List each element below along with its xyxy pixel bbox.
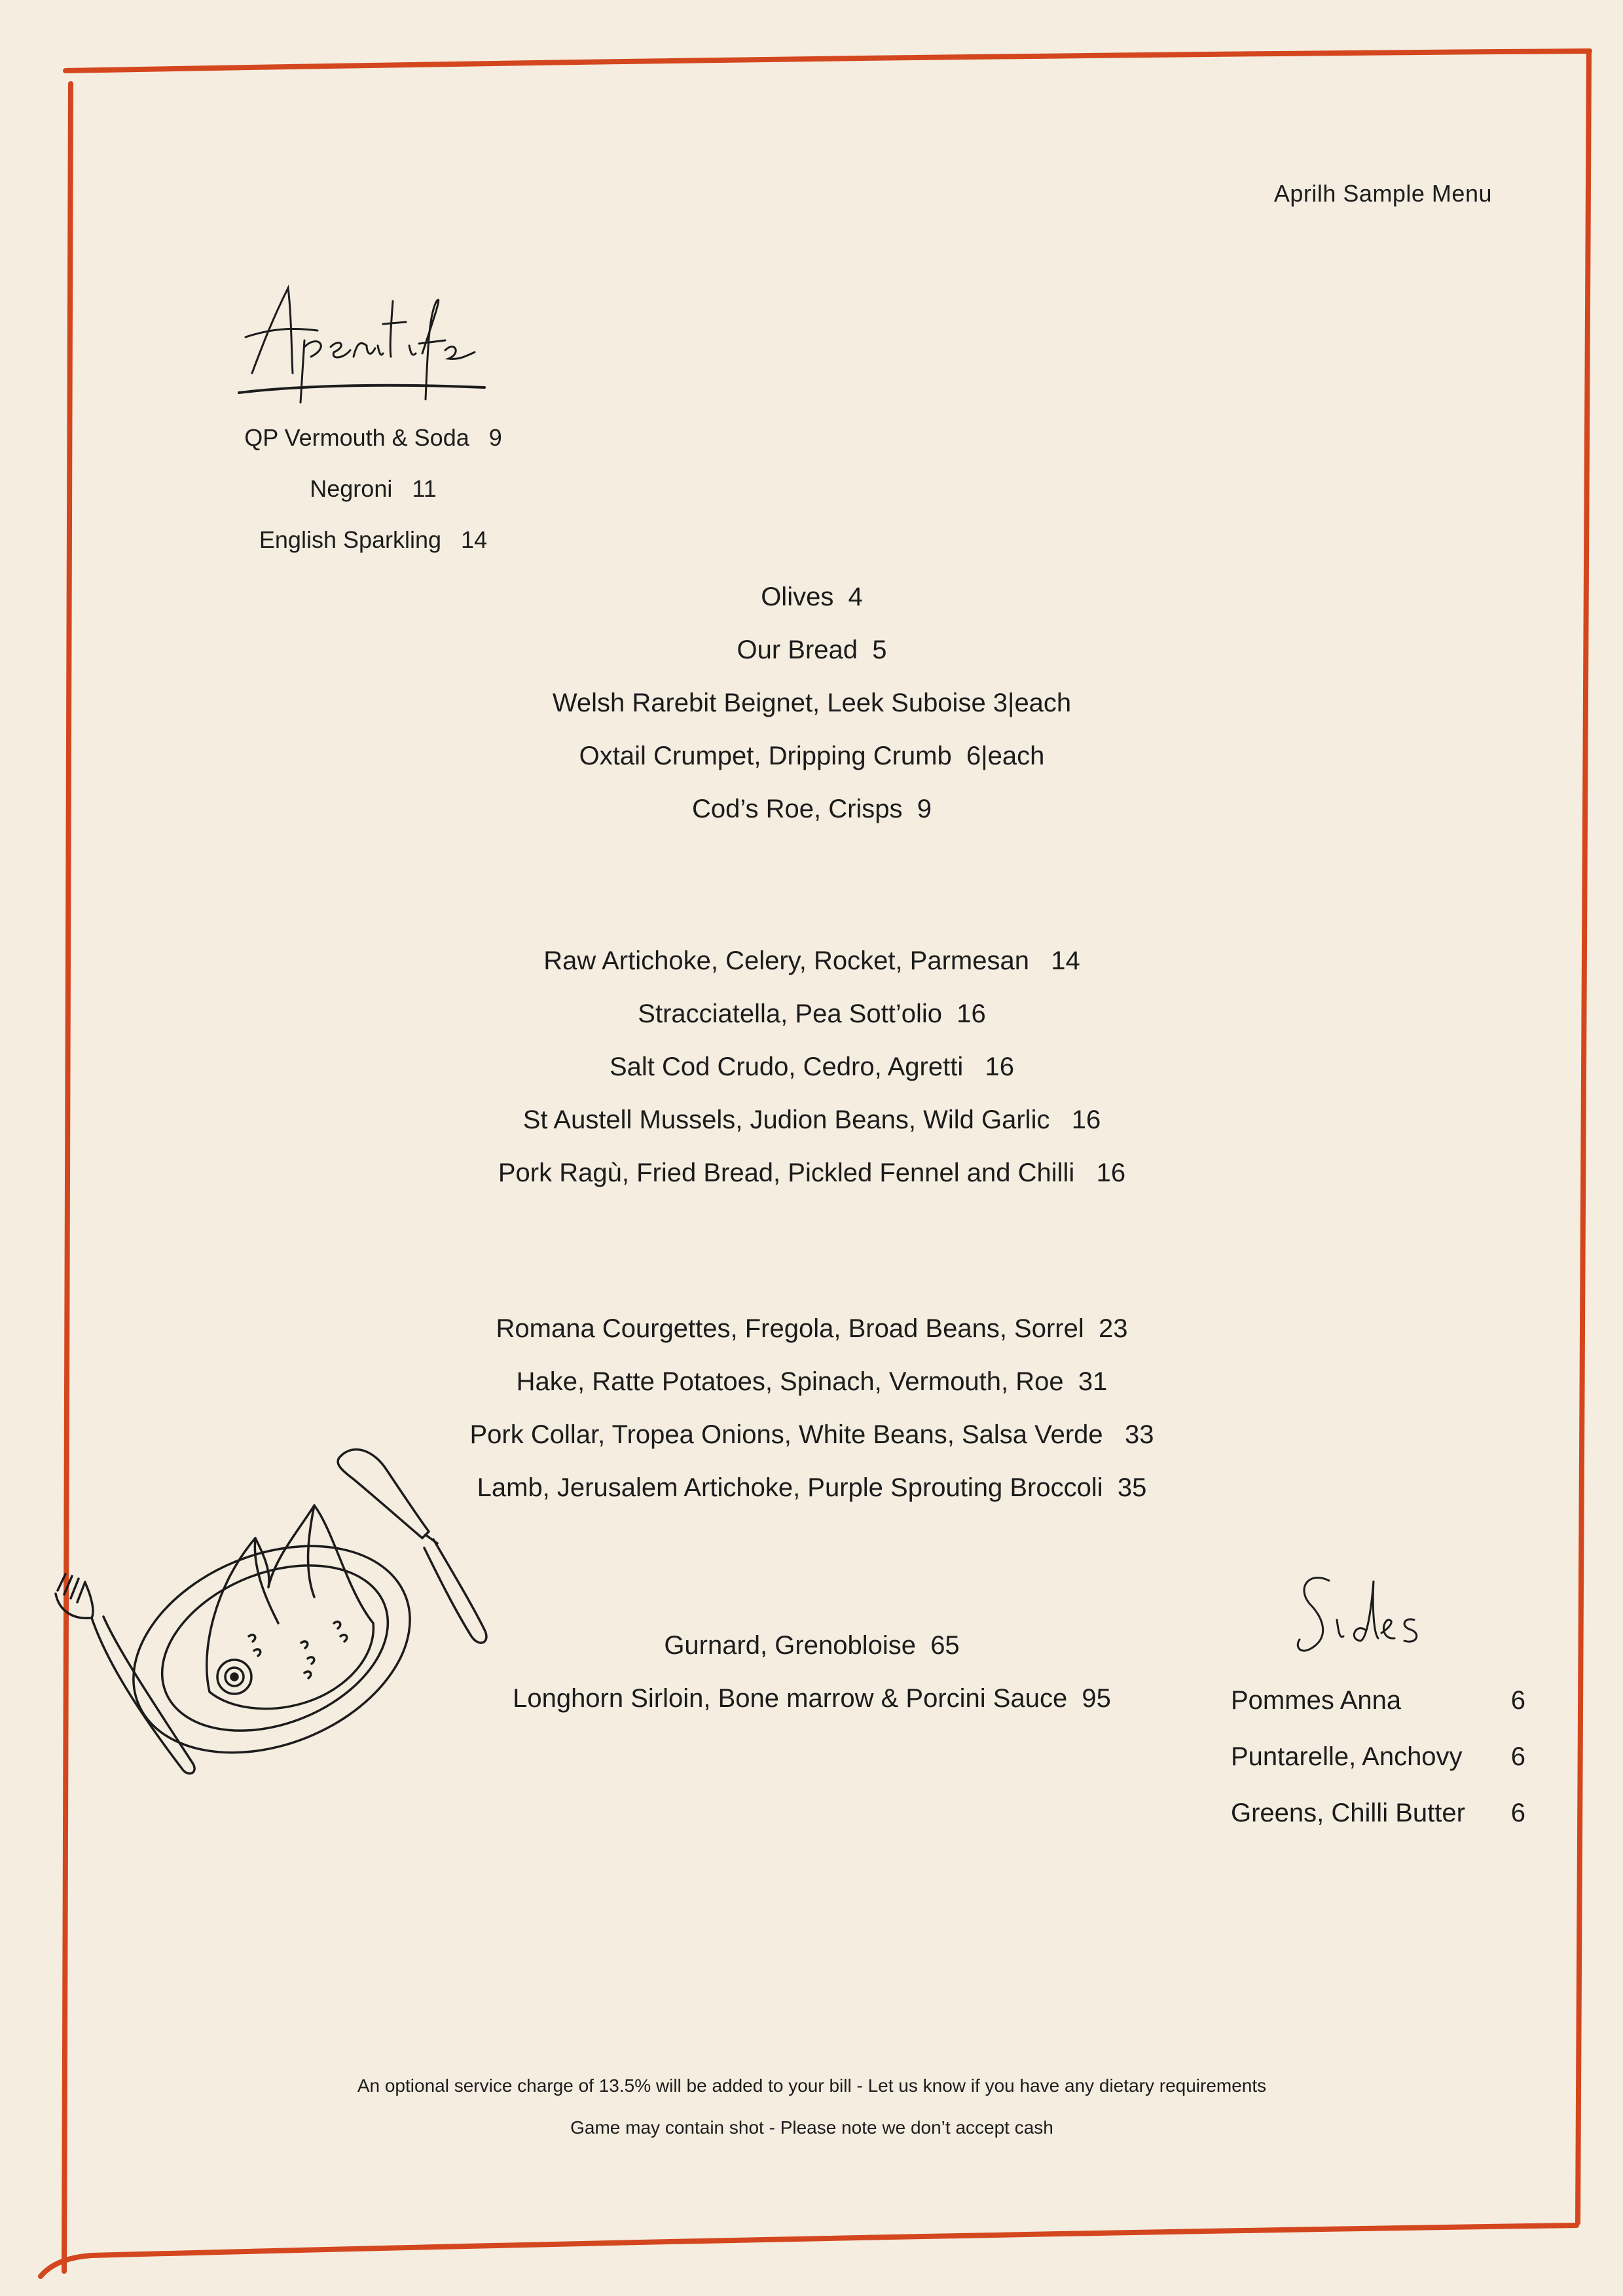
sides-list [1231, 1672, 1525, 1841]
menu-item: Olives 4 [761, 583, 863, 611]
menu-title: Aprilh Sample Menu [1273, 180, 1492, 207]
menu-item: Cod’s Roe, Crisps 9 [691, 795, 932, 823]
side-item-price: 6 [1510, 1742, 1525, 1771]
menu-item: St Austell Mussels, Judion Beans, Wild Garlic 16 [522, 1105, 1101, 1134]
menu-footer [223, 2065, 1401, 2149]
menu-item: Welsh Rarebit Beignet, Leek Suboise 3|each [552, 689, 1072, 717]
footer-service-note: An optional service charge of 13.5% will be added to your bill - Let us know if you have any dietary requirements [357, 2075, 1267, 2096]
side-item-price: 6 [1510, 1799, 1525, 1827]
sides-heading [1290, 1568, 1434, 1666]
menu-item: Stracciatella, Pea Sott’olio 16 [638, 999, 986, 1028]
aperitif-item: QP Vermouth & Soda 9 [244, 424, 502, 451]
snacks-section [354, 571, 1270, 836]
menu-item: Raw Artichoke, Celery, Rocket, Parmesan 14 [543, 946, 1080, 975]
side-item-name: Pommes Anna [1231, 1686, 1402, 1715]
menu-item: Pork Collar, Tropea Onions, White Beans, Salsa Verde 33 [469, 1420, 1154, 1449]
side-item [1231, 1729, 1525, 1785]
aperitifs-heading [226, 275, 494, 406]
footer-cash-note: Game may contain shot - Please note we don’t accept cash [570, 2117, 1053, 2138]
side-item-name: Greens, Chilli Butter [1231, 1799, 1465, 1827]
aperitif-item: English Sparkling 14 [259, 526, 488, 553]
plate-fish-cutlery-icon [46, 1440, 504, 1806]
menu-item: Pork Ragù, Fried Bread, Pickled Fennel and Chilli 16 [498, 1158, 1126, 1187]
side-item [1231, 1672, 1525, 1729]
side-item-price: 6 [1510, 1686, 1525, 1715]
menu-item: Lamb, Jerusalem Artichoke, Purple Sprouting Broccoli 35 [477, 1473, 1147, 1502]
aperitif-item: Negroni 11 [310, 475, 437, 502]
aperitifs-list [229, 412, 517, 565]
menu-item: Hake, Ratte Potatoes, Spinach, Vermouth, Roe 31 [516, 1367, 1108, 1396]
starters-section [354, 935, 1270, 1200]
menu-item: Gurnard, Grenobloise 65 [664, 1631, 960, 1660]
side-item-name: Puntarelle, Anchovy [1231, 1742, 1463, 1771]
menu-item: Longhorn Sirloin, Bone marrow & Porcini Sauce 95 [513, 1684, 1111, 1713]
side-item [1231, 1785, 1525, 1841]
menu-item: Oxtail Crumpet, Dripping Crumb 6|each [579, 742, 1045, 770]
menu-item: Salt Cod Crudo, Cedro, Agretti 16 [609, 1052, 1015, 1081]
menu-item: Romana Courgettes, Fregola, Broad Beans, Sorrel 23 [496, 1314, 1128, 1343]
menu-item: Our Bread 5 [737, 636, 887, 664]
